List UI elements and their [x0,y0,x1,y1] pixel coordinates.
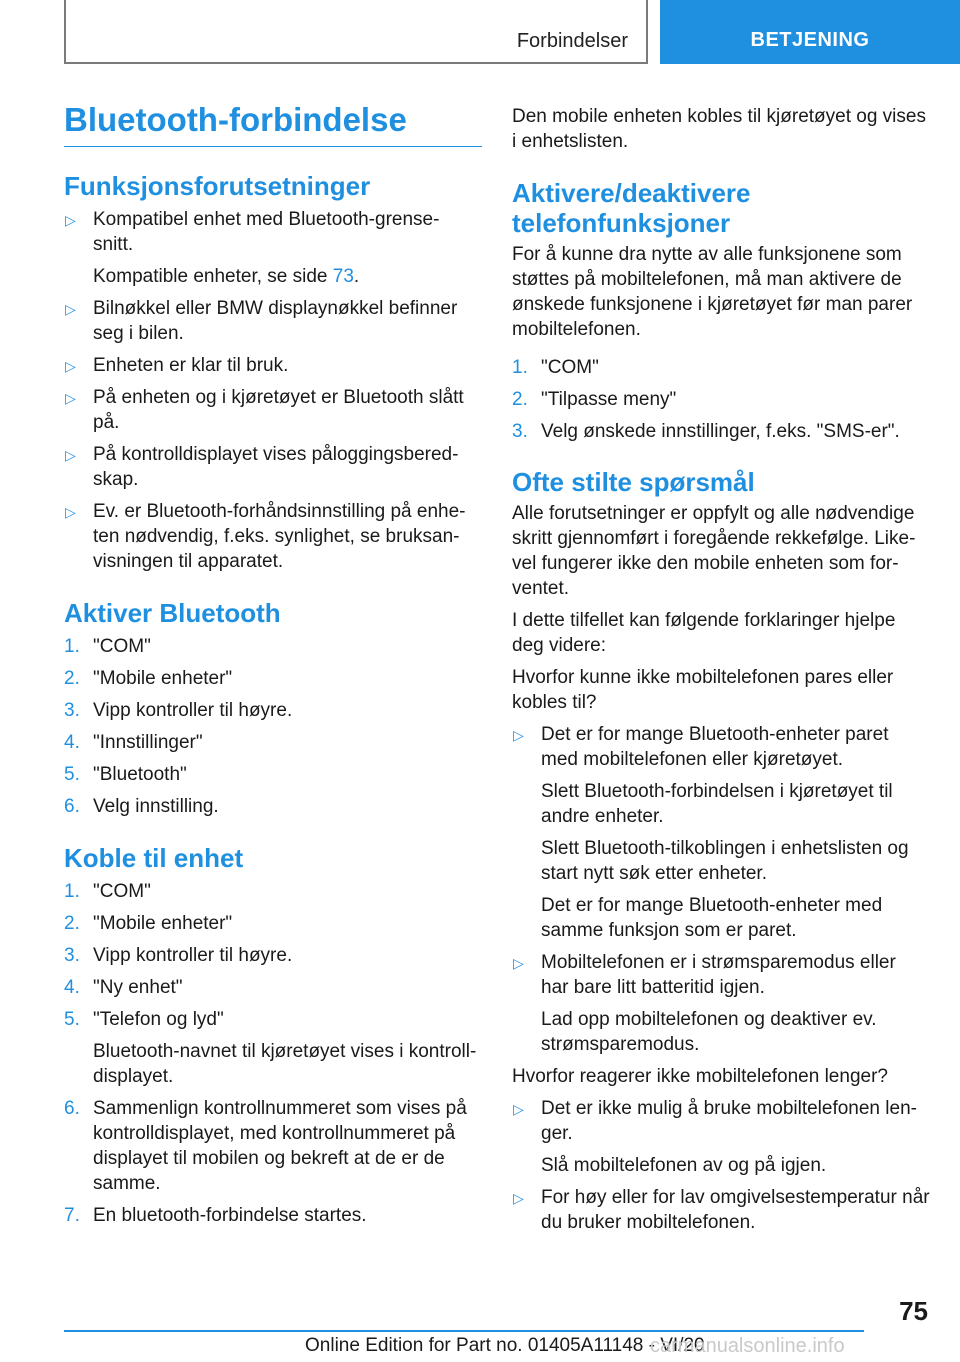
numbered-step: 6. Sammenlign kontrollnummeret som vises på kontrolldisplayet, med kontrollnummeret på displayet til mobilen og bekreft at de er de samme. [64,1098,467,1194]
triangle-bullet-icon: ▷ [65,447,76,463]
footer-edition: Online Edition for Part no. 01405A11148 - VI/20 [305,1335,705,1356]
numbered-step: 5. "Telefon og lyd" Bluetooth-navnet til kjøretøyet vises i kontroll- displayet. [64,1009,477,1087]
list-item: ▷ For høy eller for lav omgivelsestemperatur når du bruker mobiltelefonen. [513,1187,930,1233]
page-number: 75 [899,1296,928,1326]
section-heading-faq: Ofte stilte spørsmål [512,467,755,497]
numbered-step: 3. Vipp kontroller til høyre. [64,945,293,966]
section-heading-phone-functions: Aktivere/deaktivere telefonfunksjoner [512,178,751,238]
numbered-step: 1. "COM" [512,357,599,378]
list-item: ▷ På enheten og i kjøretøyet er Bluetooth slått på. [65,387,464,433]
left-column [64,100,482,1228]
numbered-step: 5. "Bluetooth" [64,764,187,785]
list-item: ▷ Det er for mange Bluetooth-enheter paret med mobiltelefonen eller kjøretøyet. Slett Bluetooth-forbindelsen i kjøretøyet til andre enheter. Slett Bluetooth-tilkoblingen i enhetslisten og start nytt søk etter enheter. Det er for mange Bluetooth-enheter med samme funksjon som er paret. [513,724,909,941]
list-item: ▷ Mobiltelefonen er i strømsparemodus eller har bare litt batteritid igjen. Lad opp mobiltelefonen og deaktiver ev. strømsparemodus. [513,952,896,1055]
header-chapter-label: BETJENING [750,29,870,51]
numbered-step: 3. Velg ønskede innstillinger, f.eks. "SMS-er". [512,421,900,442]
right-column: Den mobile enheten kobles til kjøretøyet og vises i enhetslisten. Aktivere/deaktivere telefonfunksjoner For å kunne dra nytte av alle funksjonene som støttes på mobiltelefonen, må man aktivere de ønskede funksjonene i kjøretøyet før man parer mobiltelefonen. 1. "COM" 2. "Tilpasse meny" 3. Velg ønskede innstillinger, f.eks. "SMS-er". Ofte stilte spørsmål Alle forutsetninger er oppfylt og alle nødvendige skritt gjennomført i foregående rekkefølge. Like- vel fungerer ikke den mobile enheten som for- ventet. I dette tilfellet kan følgende forklaringer hjelpe deg videre: Hvorfor kunne ikke mobiltelefonen pares eller kobles til? ▷ Det er for mange Bluetooth-enheter paret med mobiltelefonen eller kjøretøyet. Slett Bluetooth-forbindelsen i kjøretøyet til andre enheter. Slett Bluetooth-tilkoblingen i enhetslisten og start nytt søk etter enheter. Det er for mange Bluetooth-enheter med samme funksjon som er paret. ▷ Mobiltelefonen er i strømsparemodus eller har bare litt batteritid igjen. Lad opp mobiltelefonen og deaktiver ev. strømsparemodus. Hvorfor reagerer ikke mobiltelefonen lenger? ▷ Det er ikke mulig å bruke mobiltelefonen len- ger. Slå mobiltelefonen av og på igjen. ▷ For høy eller for lav omgivelsestemperatur når du bruker mobiltelefonen. [512,106,930,1233]
page-title: Bluetooth-forbindelse [64,100,482,147]
page-reference-link[interactable]: 73 [332,266,354,287]
numbered-step: 4. "Ny enhet" [64,977,183,998]
numbered-step: 1. "COM" [64,636,151,657]
faq-question: Hvorfor reagerer ikke mobiltelefonen lenger? [512,1066,888,1087]
paragraph: I dette tilfellet kan følgende forklaringer hjelpe deg videre: [512,610,896,656]
faq-question: Hvorfor kunne ikke mobiltelefonen pares eller kobles til? [512,667,894,713]
list-item: ▷ Kompatibel enhet med Bluetooth-grense- snitt. Kompatible enheter, se side 73. [65,209,440,287]
list-item: ▷ Det er ikke mulig å bruke mobiltelefonen len- ger. Slå mobiltelefonen av og på igjen. [513,1098,917,1176]
triangle-bullet-icon: ▷ [65,358,76,374]
triangle-bullet-icon: ▷ [513,1190,524,1206]
watermark: carmanualsonline.info [650,1335,845,1357]
numbered-step: 2. "Tilpasse meny" [512,389,677,410]
triangle-bullet-icon: ▷ [513,955,524,971]
triangle-bullet-icon: ▷ [513,727,524,743]
triangle-bullet-icon: ▷ [65,212,76,228]
paragraph: Alle forutsetninger er oppfylt og alle nødvendige skritt gjennomført i foregående rekkefølge. Like- vel fungerer ikke den mobile enheten som for- ventet. [512,503,916,599]
list-item: ▷ Bilnøkkel eller BMW displaynøkkel befinner seg i bilen. [65,298,458,344]
triangle-bullet-icon: ▷ [65,301,76,317]
numbered-step: 2. "Mobile enheter" [64,913,233,934]
list-item: ▷ Ev. er Bluetooth-forhåndsinnstilling på enhe- ten nødvendig, f.eks. synlighet, se bruksan- visningen til apparatet. [65,501,466,572]
section-heading-requirements: Funksjonsforutsetninger [64,171,371,201]
triangle-bullet-icon: ▷ [65,390,76,406]
triangle-bullet-icon: ▷ [513,1101,524,1117]
header-section-title: Forbindelser [516,30,628,52]
triangle-bullet-icon: ▷ [65,504,76,520]
list-item: ▷ På kontrolldisplayet vises påloggingsbered- skap. [65,444,459,490]
numbered-step: 1. "COM" [64,881,151,902]
numbered-step: 2. "Mobile enheter" [64,668,233,689]
header-chapter-tab [660,0,960,64]
header-section-box [64,0,648,64]
list-item: ▷ Enheten er klar til bruk. [64,353,482,378]
footer-divider [64,1330,864,1332]
numbered-step: 6. Velg innstilling. [64,796,219,817]
section-heading-connect-device: Koble til enhet [64,843,244,873]
numbered-step: 3. Vipp kontroller til høyre. [64,700,293,721]
numbered-step: 4. "Innstillinger" [64,732,203,753]
paragraph: For å kunne dra nytte av alle funksjonene som støttes på mobiltelefonen, må man aktivere de ønskede funksjonene i kjøretøyet før man parer mobiltelefonen. [512,244,913,340]
section-heading-activate-bluetooth: Aktiver Bluetooth [64,598,281,628]
numbered-step: 7. En bluetooth-forbindelse startes. [64,1205,367,1226]
